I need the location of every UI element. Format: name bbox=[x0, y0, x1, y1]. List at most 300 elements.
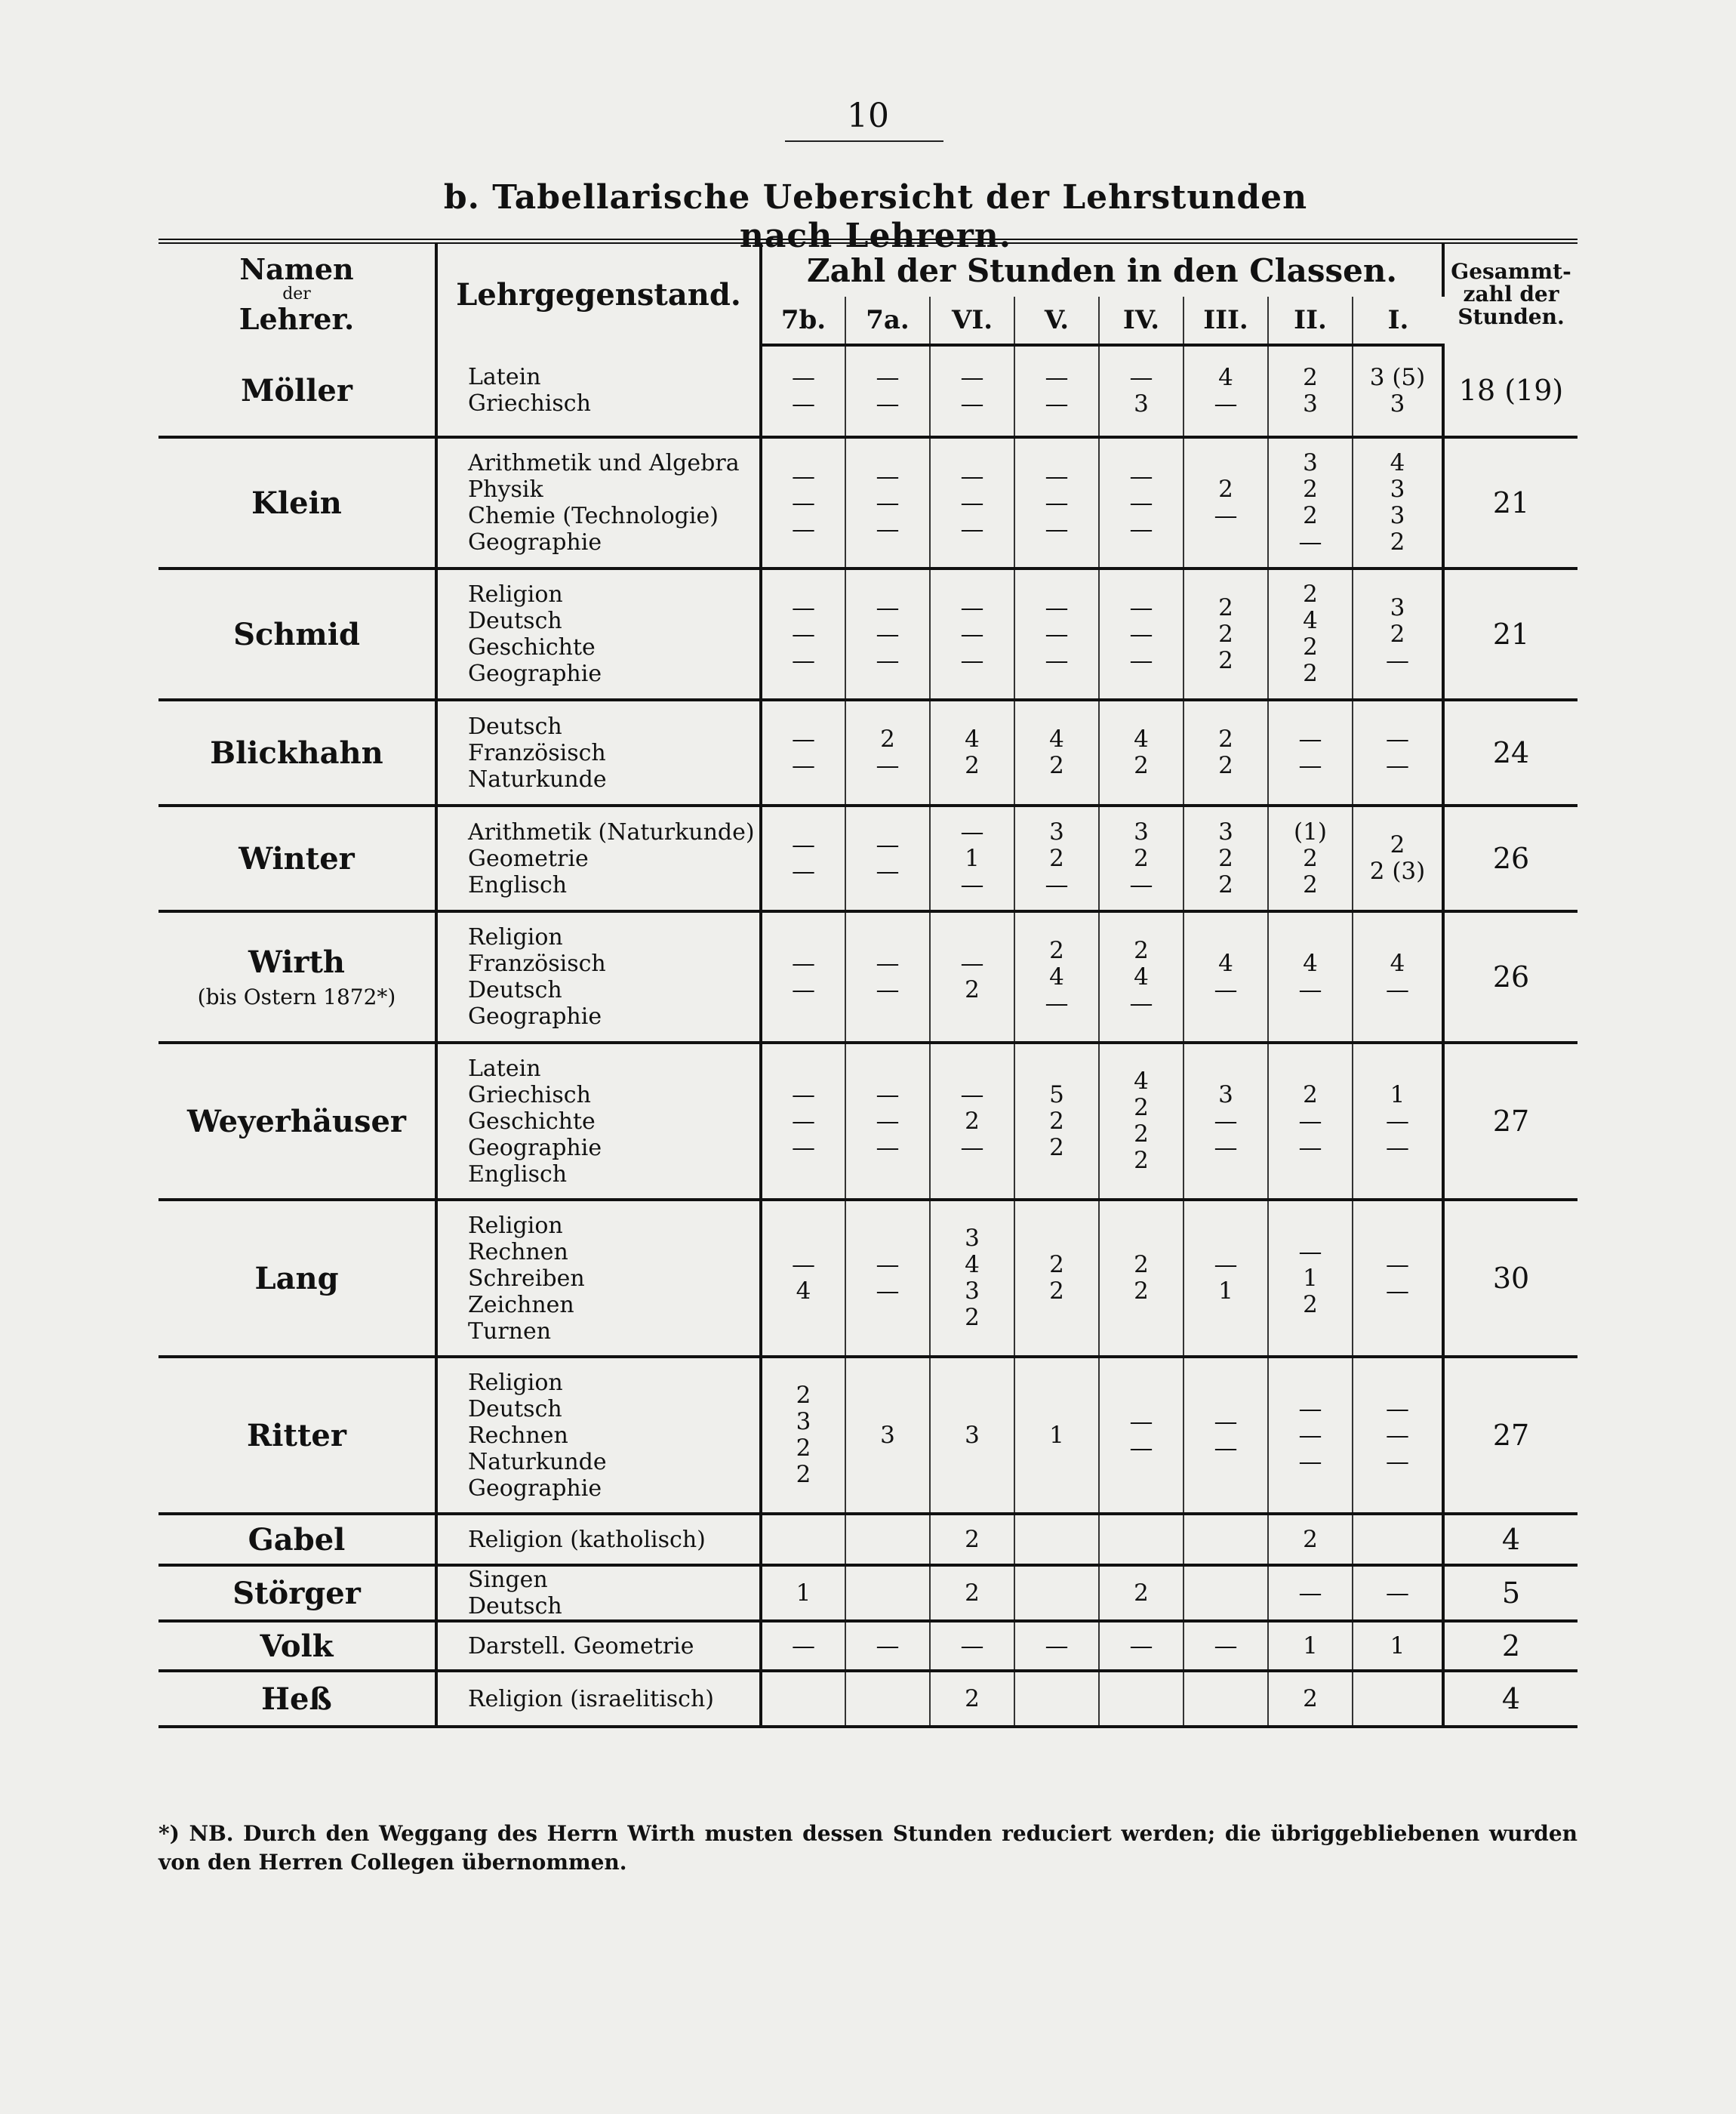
hours-cell bbox=[1268, 1565, 1353, 1621]
hours-value: — bbox=[1386, 1394, 1409, 1422]
subject-item: Latein bbox=[468, 364, 541, 390]
hours-value bbox=[762, 1686, 845, 1712]
hours-value: — bbox=[1129, 1434, 1153, 1462]
hours-value: — bbox=[876, 831, 900, 858]
subject-item: Singen bbox=[468, 1567, 548, 1593]
hours-cell bbox=[1183, 1621, 1268, 1671]
subject-item: Turnen bbox=[468, 1317, 552, 1345]
hours-cell bbox=[1014, 345, 1099, 437]
teacher-name: Lang bbox=[159, 1200, 436, 1357]
hours-value: 2 bbox=[1218, 726, 1233, 753]
subject-item: Französisch bbox=[468, 739, 606, 766]
hours-value: — bbox=[876, 1080, 900, 1108]
subject-item: Darstell. Geometrie bbox=[468, 1632, 694, 1659]
teacher-row bbox=[159, 569, 1577, 700]
hours-value bbox=[1100, 1527, 1183, 1553]
hours-value: 4 bbox=[1303, 950, 1318, 977]
hours-cell bbox=[1353, 1357, 1443, 1514]
hours-cell bbox=[1353, 437, 1443, 569]
hours-value: (1) bbox=[1294, 818, 1327, 846]
hours-value: 2 bbox=[1134, 1251, 1149, 1278]
hours-value: — bbox=[1045, 1632, 1069, 1659]
hours-value: — bbox=[792, 593, 815, 621]
teacher-row bbox=[159, 1357, 1577, 1514]
hours-cell bbox=[1353, 1043, 1443, 1200]
hours-cell bbox=[930, 1514, 1014, 1565]
class-header: III. bbox=[1183, 297, 1268, 345]
hours-value: — bbox=[876, 950, 900, 977]
hours-value: — bbox=[876, 858, 900, 885]
hours-value: — bbox=[1214, 976, 1238, 1003]
hours-value: — bbox=[1129, 364, 1153, 391]
hours-value bbox=[1184, 1686, 1267, 1712]
hours-cell bbox=[1353, 1621, 1443, 1671]
hours-value: 2 bbox=[1303, 660, 1318, 687]
hours-cell bbox=[1099, 806, 1183, 911]
lesson-hours-table bbox=[159, 239, 1577, 1728]
hours-cell bbox=[845, 700, 930, 806]
hours-value: — bbox=[1129, 515, 1153, 543]
class-header: 7b. bbox=[761, 297, 845, 345]
hours-value: — bbox=[1298, 976, 1322, 1003]
hours-value: — bbox=[1214, 1251, 1238, 1278]
hours-value: — bbox=[792, 858, 815, 885]
hours-value: — bbox=[1298, 1447, 1322, 1475]
hours-value: — bbox=[792, 462, 815, 490]
subject-item: Religion bbox=[468, 581, 563, 608]
hours-value: — bbox=[960, 950, 984, 977]
hours-value: — bbox=[1045, 620, 1069, 648]
hours-cell bbox=[1099, 345, 1183, 437]
hours-cell bbox=[930, 1200, 1014, 1357]
teacher-name: Volk bbox=[159, 1621, 436, 1671]
hours-cell bbox=[930, 345, 1014, 437]
hours-value: 2 bbox=[796, 1461, 811, 1488]
hours-value: 4 bbox=[1390, 449, 1405, 476]
subject-item: Arithmetik und Algebra bbox=[468, 450, 740, 476]
subject-item: Französisch bbox=[468, 951, 606, 977]
hours-value: 2 bbox=[1303, 364, 1318, 391]
hours-value: — bbox=[1129, 593, 1153, 621]
hours-cell bbox=[1268, 1514, 1353, 1565]
teacher-name: Blickhahn bbox=[159, 700, 436, 806]
hours-value: 2 bbox=[965, 1579, 980, 1607]
hours-value: — bbox=[1129, 488, 1153, 516]
hours-cell bbox=[1268, 1621, 1353, 1671]
hours-value: 2 bbox=[1303, 1080, 1318, 1108]
subject-item: Geometrie bbox=[468, 845, 589, 872]
hours-value: — bbox=[1298, 1133, 1322, 1161]
hours-value: — bbox=[1045, 364, 1069, 391]
hours-value bbox=[1184, 1527, 1267, 1553]
hours-value: 2 bbox=[965, 752, 980, 779]
subject-item: Schreiben bbox=[468, 1265, 585, 1292]
hours-value: — bbox=[1298, 752, 1322, 779]
hours-value: — bbox=[1298, 1237, 1322, 1265]
teacher-row bbox=[159, 1514, 1577, 1565]
hours-cell bbox=[1099, 1671, 1183, 1727]
teacher-name: Heß bbox=[159, 1671, 436, 1727]
hours-value: 2 bbox=[1390, 528, 1405, 556]
hours-value: 3 bbox=[1303, 390, 1318, 418]
hours-cell bbox=[845, 345, 930, 437]
hours-cell bbox=[930, 569, 1014, 700]
hours-cell bbox=[1183, 1671, 1268, 1727]
hours-value bbox=[846, 1527, 929, 1553]
hours-value: 5 bbox=[1049, 1080, 1064, 1108]
hours-cell bbox=[761, 1357, 845, 1514]
hours-value bbox=[1100, 1686, 1183, 1712]
hours-value: — bbox=[1129, 1408, 1153, 1435]
hours-cell bbox=[930, 1565, 1014, 1621]
teacher-name: Klein bbox=[159, 437, 436, 569]
total-hours: 4 bbox=[1443, 1514, 1577, 1565]
hours-value: — bbox=[1298, 1579, 1322, 1607]
hours-value: — bbox=[792, 390, 815, 418]
hours-value: 2 bbox=[1218, 593, 1233, 621]
hours-value: — bbox=[1386, 752, 1409, 779]
page-number: 10 bbox=[847, 97, 889, 135]
hours-value: — bbox=[876, 488, 900, 516]
subject-list bbox=[436, 345, 761, 437]
subject-item: Rechnen bbox=[468, 1238, 568, 1265]
hours-value: — bbox=[1386, 1579, 1409, 1607]
hours-value: — bbox=[1129, 989, 1153, 1017]
hours-value: 2 bbox=[1134, 1147, 1149, 1174]
hours-value: 2 bbox=[1303, 476, 1318, 503]
hours-value: — bbox=[960, 1632, 984, 1659]
hours-value: — bbox=[960, 1133, 984, 1161]
hours-value: — bbox=[1298, 528, 1322, 556]
header-classes: Zahl der Stunden in den Classen. bbox=[761, 242, 1443, 297]
hours-cell bbox=[1099, 1357, 1183, 1514]
hours-value: 4 bbox=[1134, 1068, 1149, 1095]
hours-value: 2 bbox=[1303, 871, 1318, 898]
hours-cell bbox=[1268, 911, 1353, 1043]
hours-value bbox=[1015, 1580, 1098, 1607]
subject-item: Geographie bbox=[468, 1003, 602, 1030]
hours-value: 1 bbox=[965, 844, 980, 872]
hours-cell bbox=[1183, 1565, 1268, 1621]
class-header: II. bbox=[1268, 297, 1353, 345]
hours-cell bbox=[1099, 700, 1183, 806]
hours-value bbox=[762, 1527, 845, 1553]
hours-value: — bbox=[876, 1133, 900, 1161]
subject-item: Religion (katholisch) bbox=[468, 1526, 706, 1553]
subject-item: Naturkunde bbox=[468, 1448, 607, 1475]
hours-cell bbox=[1014, 1671, 1099, 1727]
hours-cell bbox=[1268, 1200, 1353, 1357]
table-title: b. Tabellarische Uebersicht der Lehrstunden nach Lehrern. bbox=[443, 178, 1308, 255]
hours-value: — bbox=[1129, 462, 1153, 490]
hours-value: — bbox=[1214, 502, 1238, 529]
hours-value: — bbox=[876, 593, 900, 621]
hours-value: 2 bbox=[796, 1434, 811, 1462]
hours-value: 3 bbox=[1218, 1080, 1233, 1108]
hours-cell bbox=[1014, 1200, 1099, 1357]
hours-value: 3 (5) bbox=[1369, 364, 1426, 391]
hours-cell bbox=[930, 806, 1014, 911]
subject-list bbox=[436, 1671, 761, 1727]
hours-value: — bbox=[792, 831, 815, 858]
subject-item: Arithmetik (Naturkunde) bbox=[468, 818, 755, 846]
hours-cell bbox=[1099, 1565, 1183, 1621]
hours-value: 1 bbox=[1303, 1264, 1318, 1292]
subject-item: Religion bbox=[468, 924, 563, 951]
hours-cell bbox=[761, 700, 845, 806]
hours-value: — bbox=[960, 390, 984, 418]
hours-value: — bbox=[792, 726, 815, 753]
teacher-row bbox=[159, 806, 1577, 911]
page-number-rule bbox=[785, 140, 943, 142]
hours-value: — bbox=[792, 488, 815, 516]
teacher-row bbox=[159, 1671, 1577, 1727]
hours-value: 4 bbox=[1134, 726, 1149, 753]
hours-value: 3 bbox=[1218, 818, 1233, 846]
hours-value: 4 bbox=[965, 1251, 980, 1278]
teacher-row bbox=[159, 1200, 1577, 1357]
hours-value: — bbox=[876, 515, 900, 543]
hours-value: — bbox=[960, 871, 984, 898]
hours-value: — bbox=[960, 818, 984, 846]
class-header: VI. bbox=[930, 297, 1014, 345]
class-header: IV. bbox=[1099, 297, 1183, 345]
teacher-row bbox=[159, 700, 1577, 806]
hours-value: — bbox=[792, 976, 815, 1003]
hours-cell bbox=[1099, 1043, 1183, 1200]
hours-value: — bbox=[1386, 976, 1409, 1003]
hours-cell bbox=[1268, 437, 1353, 569]
hours-cell bbox=[1014, 1514, 1099, 1565]
hours-value: 3 bbox=[1134, 390, 1149, 418]
hours-value: — bbox=[1129, 620, 1153, 648]
subject-item: Geographie bbox=[468, 1475, 602, 1502]
subject-item: Geographie bbox=[468, 529, 602, 556]
hours-value: — bbox=[960, 646, 984, 674]
hours-value: — bbox=[792, 515, 815, 543]
hours-value: 2 bbox=[1303, 1525, 1318, 1553]
total-hours: 5 bbox=[1443, 1565, 1577, 1621]
hours-value: 3 bbox=[965, 1277, 980, 1305]
hours-value: — bbox=[1129, 646, 1153, 674]
hours-value: — bbox=[1045, 871, 1069, 898]
total-hours: 21 bbox=[1443, 437, 1577, 569]
hours-value: 1 bbox=[1303, 1632, 1318, 1659]
hours-value: — bbox=[960, 462, 984, 490]
teacher-row bbox=[159, 1043, 1577, 1200]
hours-value: — bbox=[1045, 488, 1069, 516]
hours-value: — bbox=[876, 752, 900, 779]
hours-value: 3 bbox=[880, 1421, 895, 1449]
hours-value: — bbox=[876, 1107, 900, 1135]
hours-value: — bbox=[1045, 646, 1069, 674]
hours-value: 3 bbox=[1390, 476, 1405, 503]
hours-value: — bbox=[1045, 462, 1069, 490]
hours-value: 2 bbox=[1218, 646, 1233, 674]
hours-cell bbox=[1353, 911, 1443, 1043]
class-header: 7a. bbox=[845, 297, 930, 345]
teacher-row bbox=[159, 1565, 1577, 1621]
total-hours: 30 bbox=[1443, 1200, 1577, 1357]
hours-value: 2 bbox=[1134, 936, 1149, 964]
hours-value: 1 bbox=[1390, 1080, 1405, 1108]
hours-value: — bbox=[876, 1251, 900, 1278]
hours-value: — bbox=[792, 1632, 815, 1659]
teacher-row bbox=[159, 1621, 1577, 1671]
hours-value: — bbox=[1298, 1394, 1322, 1422]
hours-cell bbox=[1014, 911, 1099, 1043]
hours-value bbox=[1015, 1686, 1098, 1712]
hours-cell bbox=[1014, 806, 1099, 911]
hours-value: 2 bbox=[1303, 633, 1318, 661]
hours-value: — bbox=[1129, 871, 1153, 898]
hours-cell bbox=[761, 1671, 845, 1727]
hours-value: 2 bbox=[1218, 844, 1233, 872]
hours-value: — bbox=[1214, 1408, 1238, 1435]
subject-list bbox=[436, 1200, 761, 1357]
hours-value: — bbox=[792, 1080, 815, 1108]
hours-value: 4 bbox=[796, 1277, 811, 1305]
subject-item: Religion bbox=[468, 1369, 563, 1396]
hours-cell bbox=[1268, 1671, 1353, 1727]
hours-value: — bbox=[1214, 390, 1238, 418]
subject-item: Deutsch bbox=[468, 1593, 562, 1619]
hours-cell bbox=[1099, 1200, 1183, 1357]
hours-cell bbox=[1014, 1565, 1099, 1621]
hours-value: 2 bbox=[1049, 1107, 1064, 1135]
hours-cell bbox=[1099, 911, 1183, 1043]
hours-cell bbox=[761, 345, 845, 437]
hours-cell bbox=[761, 1565, 845, 1621]
hours-value: 1 bbox=[796, 1579, 811, 1607]
hours-value: — bbox=[876, 462, 900, 490]
hours-cell bbox=[1353, 700, 1443, 806]
hours-cell bbox=[1268, 1357, 1353, 1514]
hours-cell bbox=[930, 1621, 1014, 1671]
header-subject: Lehrgegenstand. bbox=[436, 242, 761, 346]
hours-value: — bbox=[1386, 1447, 1409, 1475]
hours-value: — bbox=[876, 646, 900, 674]
hours-value: — bbox=[876, 1632, 900, 1659]
hours-value: 4 bbox=[1049, 726, 1064, 753]
subject-item: Griechisch bbox=[468, 390, 591, 417]
subject-item: Geographie bbox=[468, 661, 602, 687]
subject-list bbox=[436, 437, 761, 569]
hours-value bbox=[846, 1580, 929, 1607]
total-hours: 24 bbox=[1443, 700, 1577, 806]
hours-cell bbox=[845, 437, 930, 569]
hours-value bbox=[1184, 1580, 1267, 1607]
hours-cell bbox=[761, 1043, 845, 1200]
hours-value: 3 bbox=[1049, 818, 1064, 846]
total-hours: 4 bbox=[1443, 1671, 1577, 1727]
hours-cell bbox=[1268, 806, 1353, 911]
subject-item: Deutsch bbox=[468, 608, 562, 634]
hours-cell bbox=[761, 569, 845, 700]
hours-value: — bbox=[960, 515, 984, 543]
hours-cell bbox=[1014, 1621, 1099, 1671]
hours-value: 3 bbox=[1390, 593, 1405, 621]
hours-cell bbox=[845, 569, 930, 700]
hours-value: — bbox=[1045, 390, 1069, 418]
hours-value: — bbox=[876, 620, 900, 648]
hours-cell bbox=[1353, 1200, 1443, 1357]
hours-cell bbox=[1099, 1514, 1183, 1565]
subject-item: Chemie (Technologie) bbox=[468, 503, 719, 529]
hours-value: 2 bbox=[1303, 844, 1318, 872]
hours-value: — bbox=[1386, 1133, 1409, 1161]
teacher-name: Wirth (bis Ostern 1872*) bbox=[159, 911, 436, 1043]
hours-value: 2 bbox=[965, 976, 980, 1003]
hours-value: — bbox=[1129, 1632, 1153, 1659]
teacher-name: Schmid bbox=[159, 569, 436, 700]
teacher-row bbox=[159, 437, 1577, 569]
hours-value: 2 bbox=[1218, 752, 1233, 779]
hours-cell bbox=[1014, 569, 1099, 700]
hours-value: 2 bbox=[1134, 1579, 1149, 1607]
hours-value: — bbox=[876, 1277, 900, 1305]
hours-value: 2 bbox=[1134, 1120, 1149, 1148]
subject-list bbox=[436, 700, 761, 806]
hours-value: — bbox=[1386, 1277, 1409, 1305]
hours-cell bbox=[930, 437, 1014, 569]
hours-value: 3 bbox=[965, 1225, 980, 1252]
subject-item: Englisch bbox=[468, 871, 568, 898]
hours-cell bbox=[761, 911, 845, 1043]
hours-value: 1 bbox=[1218, 1277, 1233, 1305]
total-hours: 27 bbox=[1443, 1357, 1577, 1514]
hours-value: 2 bbox=[1390, 620, 1405, 648]
hours-value: 4 bbox=[1390, 950, 1405, 977]
hours-cell bbox=[1183, 1357, 1268, 1514]
hours-value: 3 bbox=[1134, 818, 1149, 846]
hours-cell bbox=[1183, 700, 1268, 806]
hours-value: — bbox=[792, 1251, 815, 1278]
subject-item: Zeichnen bbox=[468, 1291, 574, 1318]
hours-value: 4 bbox=[1134, 963, 1149, 991]
hours-value: 2 bbox=[796, 1382, 811, 1409]
hours-value: 2 bbox=[1049, 844, 1064, 872]
hours-value: — bbox=[1386, 1421, 1409, 1449]
hours-cell bbox=[1268, 345, 1353, 437]
subject-item: Deutsch bbox=[468, 977, 562, 1003]
subject-item: Physik bbox=[468, 476, 543, 503]
hours-value: — bbox=[876, 364, 900, 391]
hours-value: — bbox=[1386, 1251, 1409, 1278]
hours-value: 3 bbox=[1303, 449, 1318, 476]
teacher-name: Winter bbox=[159, 806, 436, 911]
hours-value: 2 bbox=[1303, 1290, 1318, 1318]
hours-value bbox=[1353, 1686, 1442, 1712]
hours-value: 2 bbox=[1218, 476, 1233, 503]
subject-list bbox=[436, 1565, 761, 1621]
hours-cell bbox=[930, 700, 1014, 806]
hours-value: 2 bbox=[1049, 936, 1064, 964]
total-hours: 26 bbox=[1443, 911, 1577, 1043]
total-hours: 27 bbox=[1443, 1043, 1577, 1200]
hours-value: 2 bbox=[1303, 502, 1318, 529]
hours-cell bbox=[1014, 1357, 1099, 1514]
hours-value: — bbox=[1298, 1107, 1322, 1135]
subject-list bbox=[436, 911, 761, 1043]
hours-cell bbox=[1099, 437, 1183, 569]
hours-cell bbox=[845, 1200, 930, 1357]
hours-value: — bbox=[792, 364, 815, 391]
hours-cell bbox=[845, 1565, 930, 1621]
total-hours: 2 bbox=[1443, 1621, 1577, 1671]
hours-value: — bbox=[792, 1107, 815, 1135]
hours-cell bbox=[845, 806, 930, 911]
